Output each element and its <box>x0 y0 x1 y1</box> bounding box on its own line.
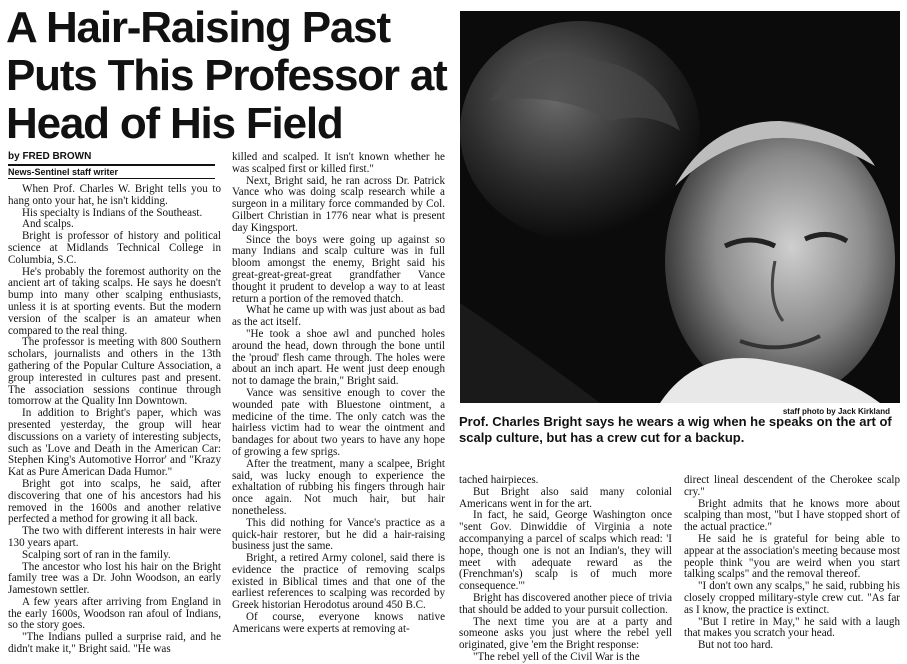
paragraph: Scalping sort of ran in the family. <box>22 548 171 561</box>
paragraph: "The Indians pulled a surprise raid, and he didn't make it," Bright said. "He was <box>8 631 221 656</box>
paragraph: Bright got into scalps, he said, after discovering that one of his ancestors had his removed in the 1600s and another relative perfected a method for growing it all back. <box>8 477 221 526</box>
paragraph: Bright admits that he knows more about scalping than most, "but I have stopped short of the actual practice." <box>684 497 900 534</box>
paragraph: He said he is grateful for being able to appear at the association's meeting because most people think "you are weird when you start talking scalps" and the removal thereof. <box>684 532 900 581</box>
paragraph: When Prof. Charles W. Bright tells you to hang onto your hat, he isn't kidding. <box>8 183 221 207</box>
paragraph: tached hairpieces. <box>459 474 539 486</box>
photo-credit: staff photo by Jack Kirkland <box>782 407 890 416</box>
text-column-4 <box>684 475 900 652</box>
paragraph: The two with different interests in hair were 130 years apart. <box>8 525 221 549</box>
paragraph: But Bright also said many colonial Americans went in for the art. <box>459 485 672 510</box>
paragraph: killed and scalped. It isn't known whether he was scalped first or killed first." <box>232 151 445 175</box>
paragraph: Vance was sensitive enough to cover the wounded pate with Bluestone ointment, a medicine of the time. The only catch was the hairless victim had to wear the ointment and bandages for about two years to have any hope of growing a few sprigs. <box>232 386 445 458</box>
paragraph: "He took a shoe awl and punched holes around the head, down through the bone until the 'proud' flesh came through. The holes were about an inch apart. He went just deep enough not to damage the brain," Bright said. <box>232 327 445 388</box>
paragraph: Of course, everyone knows native Americans were experts at removing at- <box>232 611 445 635</box>
staff-line: News-Sentinel staff writer <box>8 164 215 179</box>
text-column-3 <box>459 475 672 664</box>
paragraph: "The rebel yell of the Civil War is the <box>473 650 640 663</box>
paragraph: A few years after arriving from England in the early 1600s, Woodson ran afoul of Indians, so the story goes. <box>8 595 221 632</box>
paragraph: And scalps. <box>22 218 74 231</box>
paragraph: After the treatment, many a scalpee, Bright said, was lucky enough to experience the exhaltation of rubbing his fingers through hair once again. Not much hair, but hair nonetheless. <box>232 457 445 517</box>
paragraph: Bright has discovered another piece of trivia that should be added to your pursuit collection. <box>459 591 672 616</box>
paragraph: direct lineal descendent of the Cherokee scalp cry." <box>684 474 900 498</box>
paragraph: Bright, a retired Army colonel, said there is evidence the practice of removing scalps existed in Biblical times and that one of the earliest references to scalping was recorded by Greek historian Herodotus around 450 B.C. <box>232 552 445 612</box>
paragraph: In addition to Bright's paper, which was presented yesterday, the group will hear discussions on a variety of interesting subjects, such as 'Love and Death in the American Car: Stephen King's Automotive Horror' and "Krazy Kat as Pure American Dada Humor." <box>8 407 221 479</box>
photo-caption: Prof. Charles Bright says he wears a wig when he speaks on the art of scalp culture, but has a crew cut for a backup. <box>459 414 892 445</box>
paragraph: Since the boys were going up against so many Indians and scalp culture was in full bloom amongst the enemy, Bright said his great-great-great-great grandfather Vance thought it prudent to develop a way to at least return a portion of the removed thatch. <box>232 233 445 305</box>
paragraph: The next time you are at a party and someone asks you just where the rebel yell originated, give 'em the Bright response: <box>459 615 672 652</box>
paragraph: In fact, he said, George Washington once "sent Gov. Dinwiddie of Virginia a note accompanying a parcel of scalps which read: 'I hope, though one is not an Indian's, they will meet with adequate reward as the (Frenchman's) scalp is of much more consequence.'" <box>459 509 672 593</box>
paragraph: "But I retire in May," he said with a laugh that makes you scratch your head. <box>684 615 900 640</box>
paragraph: The ancestor who lost his hair on the Bright family tree was a Dr. John Woodson, an early Jamestown settler. <box>8 560 221 597</box>
paragraph: "I don't own any scalps," he said, rubbing his closely cropped military-style crew cut. "As far as I know, the practice is extinct. <box>684 580 900 616</box>
text-column-1 <box>8 184 221 656</box>
paragraph: He's probably the foremost authority on the ancient art of taking scalps. He says he doesn't bump into many other scalping enthusiasts, unless it is at sporting events. But the modern version of the scalper is an amateur when compared to the real thing. <box>8 265 221 337</box>
paragraph: His specialty is Indians of the Southeast. <box>22 206 203 219</box>
paragraph: Next, Bright said, he ran across Dr. Patrick Vance who was doing scalp research while a surgeon in a military force commanded by Col. Gilbert Christian in 1776 near what is present day Kingsport. <box>232 174 445 234</box>
paragraph: Bright is professor of history and political science at Midlands Technical College in Columbia, S.C. <box>8 230 221 266</box>
paragraph: But not too hard. <box>698 639 774 652</box>
paragraph: The professor is meeting with 800 Southern scholars, journalists and others in the 13th gathering of the Popular Culture Association, a group interested in cultures past and present. The association sessions continue through tomorrow at the Quality Inn Downtown. <box>8 336 221 408</box>
text-column-2 <box>232 152 445 636</box>
paragraph: This did nothing for Vance's practice as a quick-hair restorer, but he did a hair-raising business just the same. <box>232 516 445 553</box>
photo <box>460 11 900 403</box>
headline: A Hair-Raising Past Puts This Professor at Head of His Field <box>6 3 447 148</box>
paragraph: What he came up with was just about as bad as the act itself. <box>232 304 445 329</box>
byline: by FRED BROWN <box>8 151 92 162</box>
